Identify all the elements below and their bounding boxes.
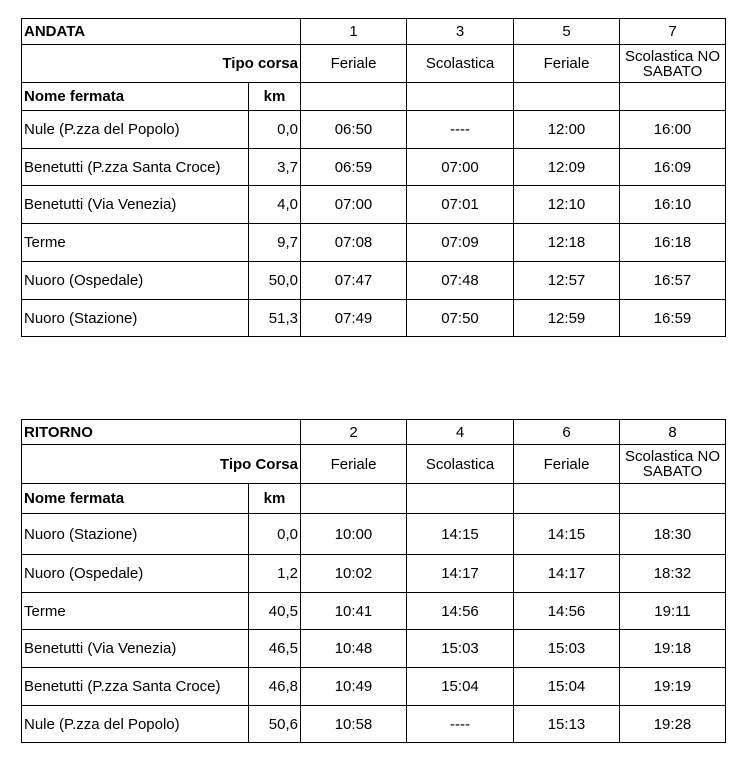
run-type: Feriale bbox=[301, 45, 407, 83]
time-cell: 19:28 bbox=[620, 706, 726, 743]
table-row bbox=[22, 186, 726, 224]
time-cell: 18:30 bbox=[620, 514, 726, 555]
table-row bbox=[22, 593, 726, 630]
stop-name: Nule (P.zza del Popolo) bbox=[22, 111, 249, 149]
time-cell: 06:59 bbox=[301, 149, 407, 186]
stop-name: Benetutti (Via Venezia) bbox=[22, 186, 249, 224]
run-type: Feriale bbox=[514, 45, 620, 83]
table-row bbox=[22, 300, 726, 337]
time-cell: 16:18 bbox=[620, 224, 726, 262]
time-cell: 12:57 bbox=[514, 262, 620, 300]
time-cell: 07:00 bbox=[301, 186, 407, 224]
run-type: Scolastica NO SABATO bbox=[620, 445, 726, 484]
run-number-row bbox=[22, 420, 726, 445]
run-number: 6 bbox=[514, 420, 620, 445]
time-cell: 18:32 bbox=[620, 555, 726, 593]
time-cell: 15:04 bbox=[514, 668, 620, 706]
time-cell: 07:08 bbox=[301, 224, 407, 262]
time-cell: 12:18 bbox=[514, 224, 620, 262]
time-cell: 16:57 bbox=[620, 262, 726, 300]
km-value: 9,7 bbox=[249, 224, 301, 262]
empty-cell bbox=[620, 484, 726, 514]
column-header-row bbox=[22, 83, 726, 111]
table-row bbox=[22, 262, 726, 300]
km-value: 51,3 bbox=[249, 300, 301, 337]
time-cell: 16:10 bbox=[620, 186, 726, 224]
time-cell: 06:50 bbox=[301, 111, 407, 149]
stop-name: Nuoro (Stazione) bbox=[22, 514, 249, 555]
stop-column-header: Nome fermata bbox=[22, 484, 249, 514]
km-column-header: km bbox=[249, 484, 301, 514]
km-value: 46,8 bbox=[249, 668, 301, 706]
run-type: Feriale bbox=[301, 445, 407, 484]
time-cell: 10:41 bbox=[301, 593, 407, 630]
table-row bbox=[22, 514, 726, 555]
table-row bbox=[22, 555, 726, 593]
time-cell: 14:15 bbox=[514, 514, 620, 555]
empty-cell bbox=[407, 484, 514, 514]
stop-name: Benetutti (P.zza Santa Croce) bbox=[22, 668, 249, 706]
time-cell: ---- bbox=[407, 111, 514, 149]
time-cell: 07:47 bbox=[301, 262, 407, 300]
run-type: Feriale bbox=[514, 445, 620, 484]
time-cell: 16:59 bbox=[620, 300, 726, 337]
time-cell: 07:50 bbox=[407, 300, 514, 337]
tipo-corsa-label: Tipo corsa bbox=[22, 45, 301, 83]
section-title: RITORNO bbox=[22, 420, 301, 445]
ritorno-timetable bbox=[21, 419, 726, 743]
run-number: 1 bbox=[301, 19, 407, 45]
time-cell: 15:13 bbox=[514, 706, 620, 743]
time-cell: 19:18 bbox=[620, 630, 726, 668]
km-value: 4,0 bbox=[249, 186, 301, 224]
km-value: 3,7 bbox=[249, 149, 301, 186]
time-cell: 07:49 bbox=[301, 300, 407, 337]
time-cell: 16:09 bbox=[620, 149, 726, 186]
time-cell: 10:49 bbox=[301, 668, 407, 706]
km-value: 1,2 bbox=[249, 555, 301, 593]
km-value: 40,5 bbox=[249, 593, 301, 630]
time-cell: 10:48 bbox=[301, 630, 407, 668]
km-value: 50,0 bbox=[249, 262, 301, 300]
time-cell: 16:00 bbox=[620, 111, 726, 149]
empty-cell bbox=[301, 484, 407, 514]
time-cell: 14:56 bbox=[514, 593, 620, 630]
section-title: ANDATA bbox=[22, 19, 301, 45]
stop-name: Terme bbox=[22, 593, 249, 630]
time-cell: 12:10 bbox=[514, 186, 620, 224]
time-cell: 19:11 bbox=[620, 593, 726, 630]
column-header-row bbox=[22, 484, 726, 514]
stop-name: Nuoro (Ospedale) bbox=[22, 262, 249, 300]
empty-cell bbox=[514, 83, 620, 111]
empty-cell bbox=[620, 83, 726, 111]
table-row bbox=[22, 224, 726, 262]
stop-name: Nule (P.zza del Popolo) bbox=[22, 706, 249, 743]
table-row bbox=[22, 630, 726, 668]
time-cell: 14:17 bbox=[514, 555, 620, 593]
run-number: 5 bbox=[514, 19, 620, 45]
table-row bbox=[22, 668, 726, 706]
time-cell: 10:02 bbox=[301, 555, 407, 593]
run-number-row bbox=[22, 19, 726, 45]
time-cell: 12:59 bbox=[514, 300, 620, 337]
time-cell: 10:00 bbox=[301, 514, 407, 555]
run-number: 8 bbox=[620, 420, 726, 445]
time-cell: 15:04 bbox=[407, 668, 514, 706]
km-value: 50,6 bbox=[249, 706, 301, 743]
empty-cell bbox=[407, 83, 514, 111]
time-cell: 07:09 bbox=[407, 224, 514, 262]
km-column-header: km bbox=[249, 83, 301, 111]
time-cell: 14:15 bbox=[407, 514, 514, 555]
time-cell: 14:56 bbox=[407, 593, 514, 630]
table-row bbox=[22, 149, 726, 186]
time-cell: 07:01 bbox=[407, 186, 514, 224]
table-row bbox=[22, 706, 726, 743]
time-cell: 19:19 bbox=[620, 668, 726, 706]
empty-cell bbox=[514, 484, 620, 514]
km-value: 46,5 bbox=[249, 630, 301, 668]
time-cell: 07:48 bbox=[407, 262, 514, 300]
stop-name: Nuoro (Stazione) bbox=[22, 300, 249, 337]
table-row bbox=[22, 111, 726, 149]
time-cell: 15:03 bbox=[407, 630, 514, 668]
run-number: 4 bbox=[407, 420, 514, 445]
stop-name: Terme bbox=[22, 224, 249, 262]
km-value: 0,0 bbox=[249, 111, 301, 149]
run-number: 2 bbox=[301, 420, 407, 445]
time-cell: 12:00 bbox=[514, 111, 620, 149]
run-type: Scolastica bbox=[407, 45, 514, 83]
run-number: 7 bbox=[620, 19, 726, 45]
empty-cell bbox=[301, 83, 407, 111]
tipo-corsa-label: Tipo Corsa bbox=[22, 445, 301, 484]
time-cell: 15:03 bbox=[514, 630, 620, 668]
time-cell: 10:58 bbox=[301, 706, 407, 743]
run-type-row bbox=[22, 445, 726, 484]
stop-column-header: Nome fermata bbox=[22, 83, 249, 111]
stop-name: Benetutti (Via Venezia) bbox=[22, 630, 249, 668]
time-cell: ---- bbox=[407, 706, 514, 743]
run-number: 3 bbox=[407, 19, 514, 45]
run-type: Scolastica NO SABATO bbox=[620, 45, 726, 83]
km-value: 0,0 bbox=[249, 514, 301, 555]
time-cell: 07:00 bbox=[407, 149, 514, 186]
run-type: Scolastica bbox=[407, 445, 514, 484]
time-cell: 14:17 bbox=[407, 555, 514, 593]
stop-name: Nuoro (Ospedale) bbox=[22, 555, 249, 593]
time-cell: 12:09 bbox=[514, 149, 620, 186]
stop-name: Benetutti (P.zza Santa Croce) bbox=[22, 149, 249, 186]
run-type-row bbox=[22, 45, 726, 83]
andata-timetable bbox=[21, 18, 726, 337]
